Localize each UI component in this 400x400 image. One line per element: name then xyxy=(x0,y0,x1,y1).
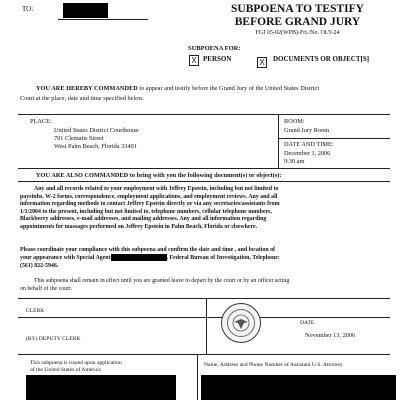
attorney-label: Name, Address and Phone Number of Assistant U.S. Attorney xyxy=(204,362,343,368)
effect-line1: This subpoena shall remain in effect until you are granted leave to depart by the court or by an officer acting xyxy=(34,278,290,284)
subpoena-for-label: SUBPOENA FOR: xyxy=(188,45,241,52)
place-line1: United States District Courthouse xyxy=(54,127,139,134)
records-line2: paystubs, W-2 forms, correspondence, employment applications, and employment reviews. Any and all xyxy=(20,193,278,200)
issued-upon-line2: of the United States of America xyxy=(30,367,101,373)
box-top-rule xyxy=(18,114,390,115)
records-line6: appointments for massages performed on Jeffrey Epstein in Palm Beach, Florida or elsewhere. xyxy=(20,223,258,230)
room-label: ROOM: xyxy=(284,118,305,125)
issued-upon-line1: This subpoena is issued upon application xyxy=(30,360,122,366)
time-value: 9:30 am xyxy=(284,158,305,165)
date-label: DATE xyxy=(300,320,315,326)
coordinate-line1: Please coordinate your compliance with this subpoena and confirm the date and time , and location of xyxy=(20,247,275,253)
person-label: PERSON xyxy=(203,55,232,63)
place-line3: West Palm Beach, Florida 33401 xyxy=(54,143,137,150)
signature-top-rule xyxy=(18,298,390,299)
commanded-line2: Court at the place, date and time specified below. xyxy=(20,95,145,102)
records-paragraph xyxy=(20,186,392,232)
box-divider xyxy=(278,114,279,168)
coordinate-line2 xyxy=(20,254,392,262)
coordinate-line2-b: , Federal Bureau of Investigation, Telephone: xyxy=(166,255,280,262)
commanded-line1 xyxy=(36,85,396,92)
records-line5: Blackberry addresses, e-mail addresses, and mailing addresses. Any and all information regarding xyxy=(20,216,267,223)
also-commanded-rule xyxy=(18,181,390,182)
records-line1: Any and all records related to your employment with Jeffrey Epstein, including but not limited to xyxy=(34,186,279,192)
documents-checkbox[interactable]: X xyxy=(257,57,267,68)
clerk-date-rule xyxy=(18,317,390,318)
also-commanded: YOU ARE ALSO COMMANDED to bring with you the following document(s) or object(s): xyxy=(36,172,282,179)
to-underline xyxy=(58,19,148,20)
effect-line2: on behalf of the court. xyxy=(20,286,73,292)
place-label: PLACE: xyxy=(30,118,52,125)
footer-divider xyxy=(197,354,198,400)
documents-label: DOCUMENTS OR OBJECT[S] xyxy=(273,55,370,63)
coordinate-paragraph xyxy=(20,246,392,271)
clerk-label: CLERK xyxy=(26,308,45,314)
document-title-line2: BEFORE GRAND JURY xyxy=(234,16,361,28)
redacted-applicant xyxy=(26,375,176,400)
datetime-label: DATE AND TIME: xyxy=(284,141,334,148)
records-line4: 1/1/2004 to the present, including but not limited to, telephone numbers, cellular telephone numbers, xyxy=(20,208,272,215)
coordinate-line2-a: your appearance with Special Agent xyxy=(20,255,111,262)
room-date-divider xyxy=(278,138,390,139)
effect-paragraph xyxy=(20,277,392,293)
box-bottom-rule xyxy=(18,168,390,169)
coordinate-line3: (561) 822-5946. xyxy=(20,263,59,270)
to-label: TO: xyxy=(22,5,34,13)
commanded-lead: YOU ARE HEREBY COMMANDED xyxy=(36,85,138,92)
redacted-attorney xyxy=(201,375,396,400)
issue-date: November 13, 2006 xyxy=(305,332,356,339)
place-line2: 701 Clematis Street xyxy=(54,135,104,142)
form-number: FGJ 05-02(WPB)-Fri./No. OLY-24 xyxy=(255,30,340,36)
person-checkbox[interactable]: X xyxy=(189,55,199,66)
redacted-recipient xyxy=(63,3,108,18)
room-value: Grand Jury Room xyxy=(284,127,330,134)
document-title-line1: SUBPOENA TO TESTIFY xyxy=(231,3,364,15)
court-seal xyxy=(221,303,261,343)
deputy-clerk-label: (BY) DEPUTY CLERK xyxy=(26,336,81,342)
signature-bottom-rule xyxy=(18,354,390,355)
date-value: December 1, 2006 xyxy=(284,150,331,157)
records-line3: information regarding methods to contact Jeffrey Epstein directly or via any secretaries/assistants from xyxy=(20,201,280,208)
commanded-rest: to appear and testify before the Grand Jury of the United States District xyxy=(137,85,320,92)
signature-divider xyxy=(206,298,207,354)
redacted-agent-name xyxy=(111,254,167,261)
seal-eagle xyxy=(227,309,255,337)
